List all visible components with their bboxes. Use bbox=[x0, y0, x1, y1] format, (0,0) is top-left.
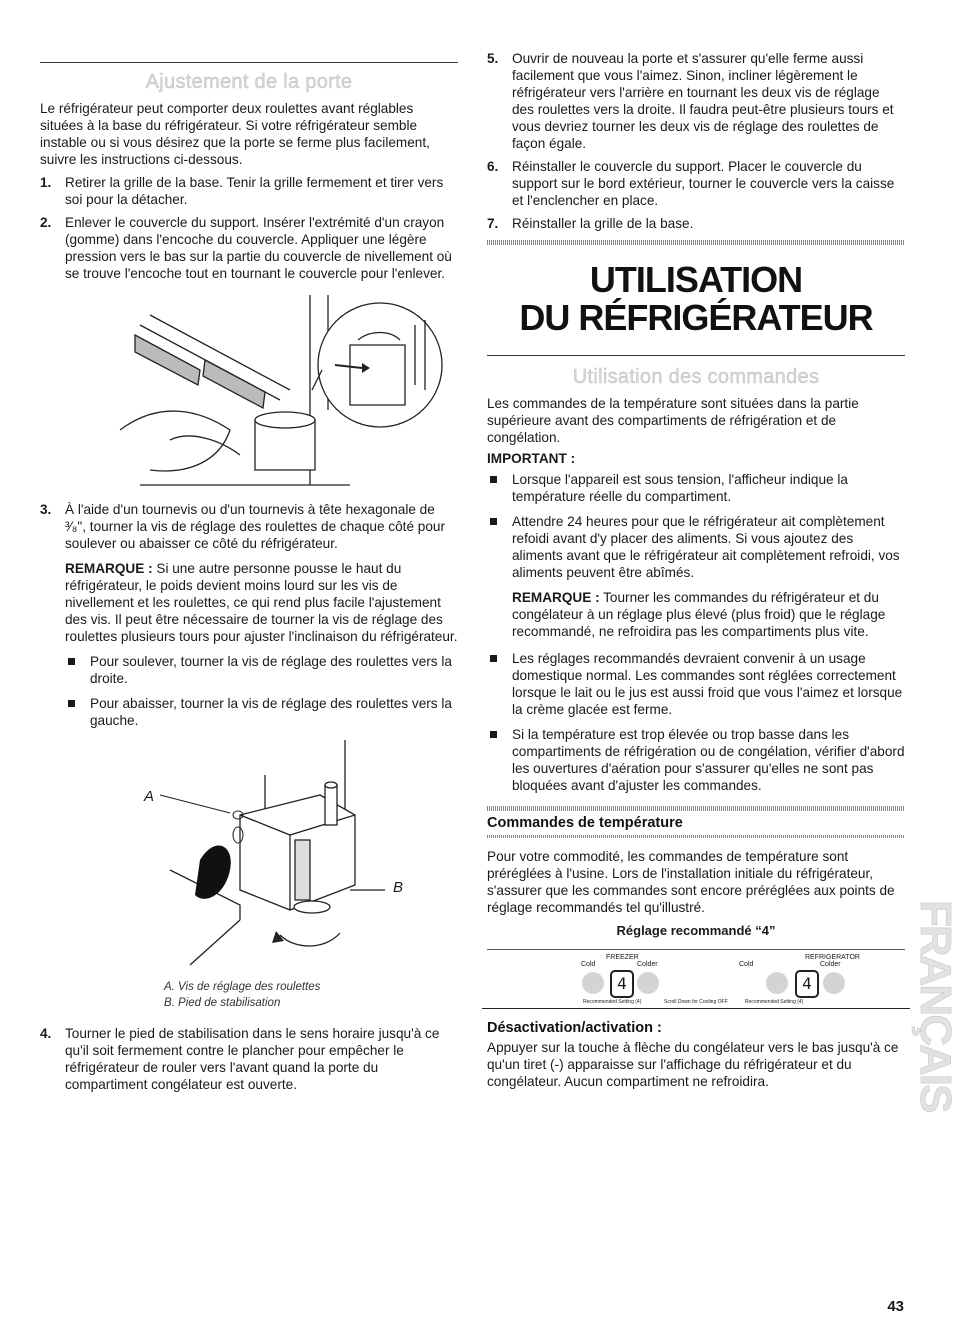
step-text: Ouvrir de nouveau la porte et s'assurer qu'elle ferme aussi facilement que vous l'aimez. Sinon, incliner légèrement le réfrigérateur vers l'arrière en tournant les deux vis de réglage des roulettes vers la droite. Il faudra peut-être plusieurs tours et vous devriez tourner les deux vis de réglage des roulettes de façon égale. bbox=[512, 51, 894, 151]
step-number: 2. bbox=[40, 215, 52, 230]
refrigerator-label: REFRIGERATOR bbox=[805, 954, 860, 961]
bullet-text: Pour abaisser, tourner la vis de réglage des roulettes vers la gauche. bbox=[90, 696, 452, 728]
panel-caption-2: Scroll Down for Cooling OFF bbox=[664, 999, 728, 1005]
remark-label: REMARQUE : bbox=[512, 590, 600, 605]
step-5 bbox=[487, 50, 905, 152]
step-number: 1. bbox=[40, 175, 52, 190]
recommended-setting-label: Réglage recommandé “4” bbox=[616, 923, 776, 938]
fridge-down-button[interactable] bbox=[766, 972, 788, 994]
step-text: Réinstaller le couvercle du support. Placer le couvercle du support sur le bord extérieur, tourner le couvercle vers la caisse et l'enclencher en place. bbox=[512, 159, 895, 208]
chapter-title-line1: UTILISATION bbox=[589, 259, 803, 300]
section-divider bbox=[487, 240, 905, 245]
bullet-square bbox=[490, 655, 497, 662]
cover-removal-illustration bbox=[80, 290, 460, 495]
bullet-square bbox=[490, 518, 497, 525]
remark-text: Tourner les commandes du réfrigérateur et du congélateur à un réglage plus élevé (plus froid) que le réglage recommandé, ne refroidira pas les compartiments plus vite. bbox=[512, 590, 886, 639]
roller-illustration bbox=[40, 735, 458, 975]
control-panel-illustration bbox=[487, 949, 905, 1012]
freezer-colder-label: Colder bbox=[637, 961, 658, 968]
remark-label: REMARQUE : bbox=[65, 561, 153, 576]
steps-list-final bbox=[40, 1025, 458, 1093]
language-side-tab: FRANÇAIS bbox=[911, 900, 960, 1112]
fridge-up-button[interactable] bbox=[823, 972, 845, 994]
bullet-temperature bbox=[487, 726, 905, 794]
intro-text: Le réfrigérateur peut comporter deux roulettes avant réglables situées à la base du réfrigérateur. Si votre réfrigérateur semble instable ou si vous désirez que la porte se ferme plus facilement, suivre les instructions ci-dessous. bbox=[40, 101, 430, 167]
step-7 bbox=[487, 215, 905, 232]
page-number: 43 bbox=[887, 1298, 904, 1315]
bullet-lower bbox=[65, 695, 458, 729]
bullet-raise bbox=[65, 653, 458, 687]
remark-paragraph bbox=[40, 560, 458, 645]
step-number: 3. bbox=[40, 502, 52, 517]
chapter-title-line2: DU RÉFRIGÉRATEUR bbox=[519, 297, 873, 338]
fridge-cold-label: Cold bbox=[739, 961, 754, 968]
left-column bbox=[40, 0, 458, 1093]
title-rule bbox=[487, 355, 905, 356]
bullet-square bbox=[68, 700, 75, 707]
settings-bullets bbox=[487, 650, 905, 794]
step-text: Tourner le pied de stabilisation dans le sens horaire jusqu'à ce qu'il soit fermement contre le plancher pour empêcher le réfrigérateur de rouler vers l'avant quand la porte du compartiment congélateur est ouverte. bbox=[65, 1026, 440, 1092]
bullet-text: Si la température est trop élevée ou trop basse dans les compartiments de réfrigération ou de congélation, vérifier d'abord les ouvertures d'aération pour s'assurer qu'elles ne sont pas bloquées avant d'ajuster les commandes. bbox=[512, 727, 905, 793]
freezer-down-button[interactable] bbox=[582, 972, 604, 994]
step-2 bbox=[40, 214, 458, 282]
bullet-text: Pour soulever, tourner la vis de réglage des roulettes vers la droite. bbox=[90, 654, 452, 686]
figure-label-a: A bbox=[144, 788, 155, 805]
bullet-display bbox=[487, 471, 905, 505]
important-bullets bbox=[487, 471, 905, 581]
panel-baseline bbox=[482, 1008, 910, 1009]
steps-list-right bbox=[487, 50, 905, 232]
roller-drawing bbox=[40, 735, 458, 975]
fridge-display: 4 bbox=[795, 970, 819, 998]
freezer-label: FREEZER bbox=[606, 954, 639, 961]
step-6 bbox=[487, 158, 905, 209]
bullet-recommended bbox=[487, 650, 905, 718]
deactivation-heading: Désactivation/activation : bbox=[487, 1020, 662, 1036]
step-text: Retirer la grille de la base. Tenir la grille fermement et tirer vers soi pour la détacher. bbox=[65, 175, 444, 207]
subsection-divider-lower bbox=[487, 835, 905, 838]
bullet-square bbox=[68, 658, 75, 665]
section-heading-door: Ajustement de la porte bbox=[145, 71, 353, 93]
controls-intro: Les commandes de la température sont situées dans la partie supérieure avant des compartiments de réfrigération et de congélation. bbox=[487, 396, 859, 445]
bullet-text: Attendre 24 heures pour que le réfrigérateur ait complètement refoidi avant d'y placer des aliments. Si vous ajoutez des aliments avant que le réfrigérateur ait complètement refroidi, vos aliments peuvent être abîmés. bbox=[512, 514, 900, 580]
step-3 bbox=[40, 501, 458, 552]
top-rule bbox=[40, 62, 458, 63]
bullet-text: Les réglages recommandés devraient convenir à un usage domestique normal. Les commandes sont réglées correctement lorsque le lait ou le jus est aussi froid que vous l'aimez et lorsque la crème glacée est ferme. bbox=[512, 651, 903, 717]
temp-controls-heading: Commandes de température bbox=[487, 815, 683, 831]
bullet-list bbox=[40, 653, 458, 729]
step-text: Enlever le couvercle du support. Insérer l'extrémité d'un crayon (gomme) dans l'encoche du couvercle. Appliquer une légère pression vers le bas sur la partie du couvercle de nivellement où se trouve l'encoche tout en tournant le couvercle pour l'enlever. bbox=[65, 215, 452, 281]
remark-text: Si une autre personne pousse le haut du réfrigérateur, le poids devient moins lourd sur les vis de nivellement et les roulettes, ce qui rend plus facile l'ajustement des vis. Il peut être nécessaire de tourner la vis de réglage des roulettes plusieurs tours pour ajuster l'inclinaison du réfrigérateur. bbox=[65, 561, 458, 644]
freezer-display: 4 bbox=[610, 970, 634, 998]
subsection-divider bbox=[487, 806, 905, 811]
step-1 bbox=[40, 174, 458, 208]
right-column bbox=[487, 0, 905, 1090]
freezer-up-button[interactable] bbox=[637, 972, 659, 994]
remark-paragraph-right bbox=[487, 589, 905, 640]
bullet-square bbox=[490, 476, 497, 483]
bullet-wait bbox=[487, 513, 905, 581]
step-text: À l'aide d'un tournevis ou d'un tournevis à tête hexagonale de ³⁄₈", tourner la vis de réglage des roulettes de chaque côté pour soulever ou abaisser ce côté du réfrigérateur. bbox=[65, 502, 445, 551]
caption-b: B. Pied de stabilisation bbox=[164, 997, 281, 1009]
fridge-colder-label: Colder bbox=[820, 961, 841, 968]
step-number: 4. bbox=[40, 1026, 52, 1041]
caption-a: A. Vis de réglage des roulettes bbox=[164, 981, 321, 993]
step-4 bbox=[40, 1025, 458, 1093]
step-number: 7. bbox=[487, 216, 499, 231]
important-label: IMPORTANT : bbox=[487, 451, 576, 466]
step-number: 5. bbox=[487, 51, 499, 66]
temp-controls-text: Pour votre commodité, les commandes de température sont préréglées à l'usine. Lors de l'installation initiale du réfrigérateur, s'assurer que les commandes sont encore préréglées aux points de réglage recommandés tel qu'illustré. bbox=[487, 849, 895, 915]
steps-list-continued bbox=[40, 501, 458, 552]
step-number: 6. bbox=[487, 159, 499, 174]
bullet-square bbox=[490, 731, 497, 738]
panel-caption-3: Recommended Setting (4) bbox=[745, 999, 804, 1005]
step-text: Réinstaller la grille de la base. bbox=[512, 216, 694, 231]
steps-list bbox=[40, 174, 458, 282]
deactivation-text: Appuyer sur la touche à flèche du congélateur vers le bas jusqu'à ce qu'un tiret (-) apparaisse sur l'affichage du réfrigérateur et du congélateur. Aucun compartiment ne refroidira. bbox=[487, 1040, 899, 1089]
section-heading-controls: Utilisation des commandes bbox=[572, 366, 820, 388]
chapter-title bbox=[487, 261, 905, 337]
figure-caption bbox=[40, 979, 458, 1011]
panel-caption-1: Recommended Setting (4) bbox=[583, 999, 642, 1005]
bullet-text: Lorsque l'appareil est sous tension, l'afficheur indique la température réelle du compartiment. bbox=[512, 472, 848, 504]
figure-label-b: B bbox=[393, 879, 404, 896]
freezer-cold-label: Cold bbox=[581, 961, 596, 968]
